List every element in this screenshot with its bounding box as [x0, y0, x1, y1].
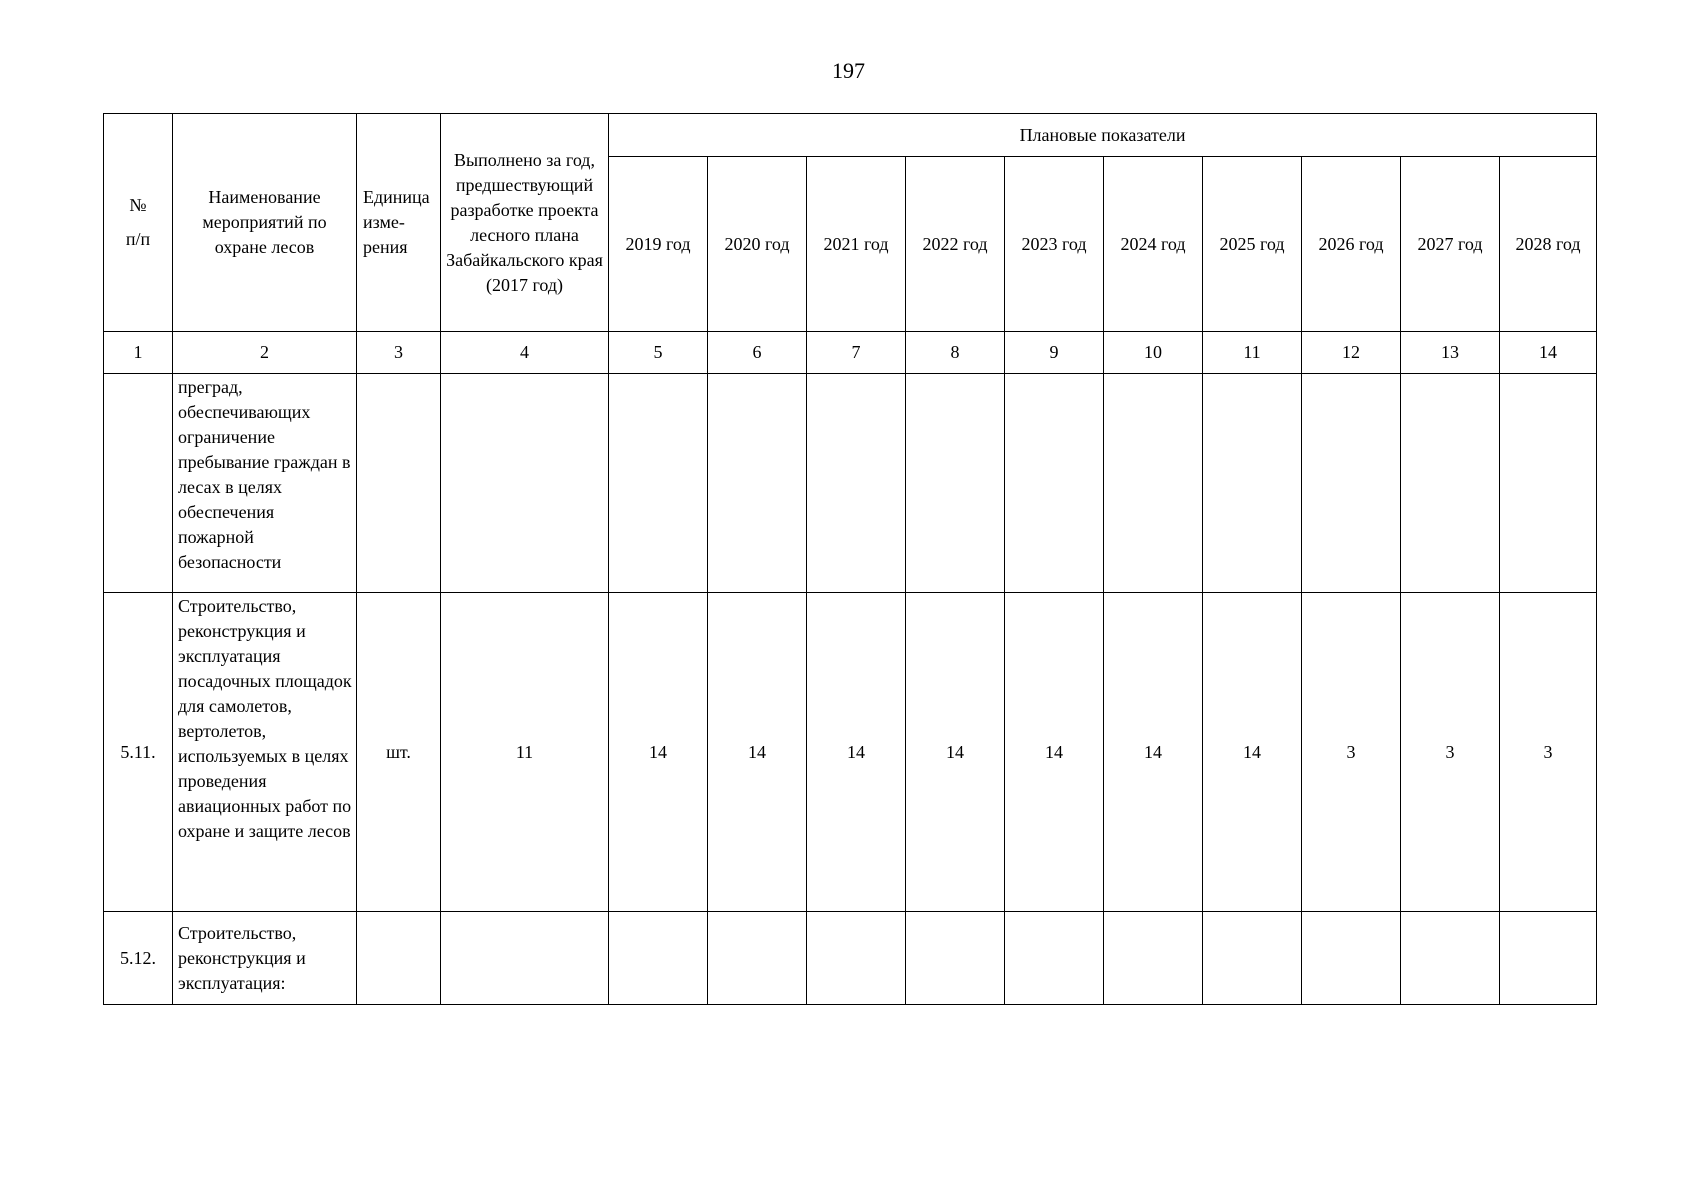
header-year-2019: 2019 год	[609, 157, 708, 332]
column-number: 1	[104, 332, 173, 374]
row-value: 14	[708, 593, 807, 912]
header-year-2025: 2025 год	[1203, 157, 1302, 332]
column-number: 11	[1203, 332, 1302, 374]
table-row	[104, 374, 1597, 593]
header-year-2023: 2023 год	[1005, 157, 1104, 332]
row-value	[609, 912, 708, 1005]
column-number: 3	[357, 332, 441, 374]
row-value: 3	[1401, 593, 1500, 912]
header-year-2020: 2020 год	[708, 157, 807, 332]
row-value: 3	[1302, 593, 1401, 912]
row-done	[441, 912, 609, 1005]
column-number: 9	[1005, 332, 1104, 374]
row-value	[906, 912, 1005, 1005]
row-num: 5.11.	[104, 593, 173, 912]
row-value	[708, 374, 807, 593]
row-value	[1500, 374, 1597, 593]
header-num: № п/п	[104, 114, 173, 332]
row-value	[906, 374, 1005, 593]
row-value: 3	[1500, 593, 1597, 912]
row-value	[1005, 912, 1104, 1005]
row-name: Строительство, реконструкция и эксплуатация посадочных площадок для самолетов, вертолетов, используемых в целях проведения авиационных работ по охране и защите лесов	[173, 593, 357, 912]
row-num: 5.12.	[104, 912, 173, 1005]
forest-protection-table	[103, 113, 1597, 1005]
header-done: Выполнено за год, предшествующий разработке проекта лесного плана Забайкальского края (2017 год)	[441, 114, 609, 332]
row-unit: шт.	[357, 593, 441, 912]
column-number: 13	[1401, 332, 1500, 374]
row-value: 14	[1005, 593, 1104, 912]
row-num	[104, 374, 173, 593]
row-value: 14	[1203, 593, 1302, 912]
row-unit	[357, 912, 441, 1005]
header-year-2026: 2026 год	[1302, 157, 1401, 332]
header-year-2027: 2027 год	[1401, 157, 1500, 332]
row-done: 11	[441, 593, 609, 912]
row-value: 14	[1104, 593, 1203, 912]
row-value	[1203, 912, 1302, 1005]
column-number: 5	[609, 332, 708, 374]
page-number: 197	[832, 58, 865, 83]
row-name: преград, обеспечивающих ограничение пребывание граждан в лесах в целях обеспечения пожарной безопасности	[173, 374, 357, 593]
row-value	[807, 374, 906, 593]
column-number: 4	[441, 332, 609, 374]
row-value	[1500, 912, 1597, 1005]
row-value	[807, 912, 906, 1005]
column-number: 10	[1104, 332, 1203, 374]
header-year-2024: 2024 год	[1104, 157, 1203, 332]
header-plan: Плановые показатели	[609, 114, 1597, 157]
row-value	[1005, 374, 1104, 593]
row-value	[1203, 374, 1302, 593]
row-value	[708, 912, 807, 1005]
row-value	[1401, 912, 1500, 1005]
header-year-2021: 2021 год	[807, 157, 906, 332]
column-number: 2	[173, 332, 357, 374]
header-year-2028: 2028 год	[1500, 157, 1597, 332]
table-row	[104, 593, 1597, 912]
column-number: 6	[708, 332, 807, 374]
row-name: Строительство, реконструкция и эксплуатация:	[173, 912, 357, 1005]
row-value	[1104, 912, 1203, 1005]
header-name: Наименование мероприятий по охране лесов	[173, 114, 357, 332]
header-row-top	[104, 114, 1597, 157]
row-value	[1401, 374, 1500, 593]
row-value: 14	[807, 593, 906, 912]
header-year-2022: 2022 год	[906, 157, 1005, 332]
column-number: 8	[906, 332, 1005, 374]
row-value	[609, 374, 708, 593]
table-row	[104, 912, 1597, 1005]
column-number: 12	[1302, 332, 1401, 374]
row-value: 14	[906, 593, 1005, 912]
row-done	[441, 374, 609, 593]
row-value	[1104, 374, 1203, 593]
row-value: 14	[609, 593, 708, 912]
column-number: 7	[807, 332, 906, 374]
row-unit	[357, 374, 441, 593]
header-unit: Единица изме- рения	[357, 114, 441, 332]
row-value	[1302, 912, 1401, 1005]
column-number: 14	[1500, 332, 1597, 374]
column-number-row	[104, 332, 1597, 374]
row-value	[1302, 374, 1401, 593]
